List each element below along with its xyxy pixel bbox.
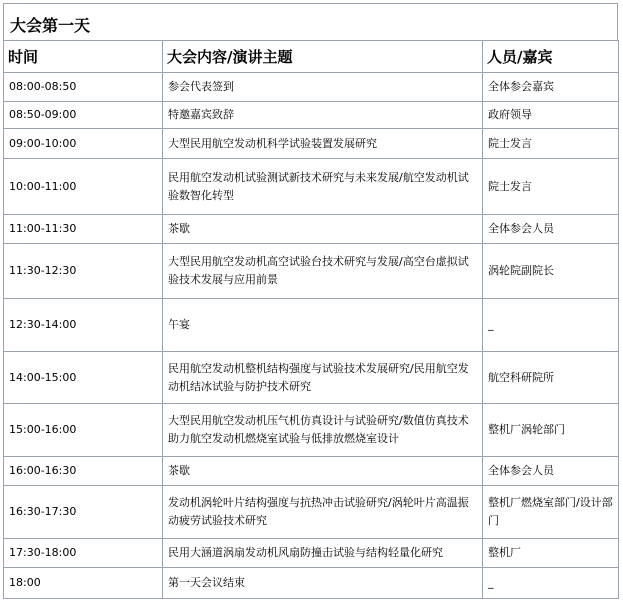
time-cell: 16:00-16:30 [4,457,163,486]
time-cell: 17:30-18:00 [4,539,163,568]
speaker-cell: 整机厂涡轮部门 [483,404,619,457]
time-cell: 14:00-15:00 [4,352,163,404]
speaker-cell: 院士发言 [483,159,619,215]
table-row [4,457,619,486]
schedule-table [3,40,619,599]
table-row [4,404,619,457]
table-row [4,244,619,299]
table-row [4,215,619,244]
table-row [4,568,619,599]
table-row [4,486,619,539]
topic-cell: 茶歇 [163,215,483,244]
topic-cell: 民用大涵道涡扇发动机风扇防撞击试验与结构轻量化研究 [163,539,483,568]
table-row [4,159,619,215]
header-speaker: 人员/嘉宾 [483,41,619,73]
table-row [4,299,619,352]
topic-cell: 大型民用航空发动机压气机仿真设计与试验研究/数值仿真技术助力航空发动机燃烧室试验与低排放燃烧室设计 [163,404,483,457]
time-cell: 12:30-14:00 [4,299,163,352]
time-cell: 16:30-17:30 [4,486,163,539]
speaker-cell: 航空科研院所 [483,352,619,404]
schedule-title: 大会第一天 [10,16,91,35]
time-cell: 08:50-09:00 [4,102,163,129]
topic-cell: 民用航空发动机试验测试新技术研究与未来发展/航空发动机试验数智化转型 [163,159,483,215]
time-cell: 08:00-08:50 [4,73,163,102]
topic-cell: 特邀嘉宾致辞 [163,102,483,129]
time-cell: 18:00 [4,568,163,599]
time-cell: 11:30-12:30 [4,244,163,299]
speaker-cell: 政府领导 [483,102,619,129]
topic-cell: 参会代表签到 [163,73,483,102]
speaker-cell: 院士发言 [483,129,619,159]
time-cell: 15:00-16:00 [4,404,163,457]
header-row [4,41,619,73]
table-row [4,352,619,404]
speaker-cell: _ [483,299,619,352]
time-cell: 09:00-10:00 [4,129,163,159]
table-row [4,73,619,102]
speaker-cell: 涡轮院副院长 [483,244,619,299]
speaker-cell: 全体参会嘉宾 [483,73,619,102]
time-cell: 10:00-11:00 [4,159,163,215]
speaker-cell: 全体参会人员 [483,215,619,244]
header-time: 时间 [4,41,163,73]
topic-cell: 午宴 [163,299,483,352]
topic-cell: 发动机涡轮叶片结构强度与抗热冲击试验研究/涡轮叶片高温振动疲劳试验技术研究 [163,486,483,539]
speaker-cell: 整机厂 [483,539,619,568]
table-row [4,129,619,159]
table-row [4,539,619,568]
topic-cell: 大型民用航空发动机高空试验台技术研究与发展/高空台虚拟试验技术发展与应用前景 [163,244,483,299]
topic-cell: 茶歇 [163,457,483,486]
topic-cell: 第一天会议结束 [163,568,483,599]
speaker-cell: 整机厂燃烧室部门/设计部门 [483,486,619,539]
header-topic: 大会内容/演讲主题 [163,41,483,73]
speaker-cell: 全体参会人员 [483,457,619,486]
topic-cell: 民用航空发动机整机结构强度与试验技术发展研究/民用航空发动机结冰试验与防护技术研究 [163,352,483,404]
time-cell: 11:00-11:30 [4,215,163,244]
speaker-cell: _ [483,568,619,599]
table-row [4,102,619,129]
schedule-title-bar [3,3,618,41]
topic-cell: 大型民用航空发动机科学试验装置发展研究 [163,129,483,159]
